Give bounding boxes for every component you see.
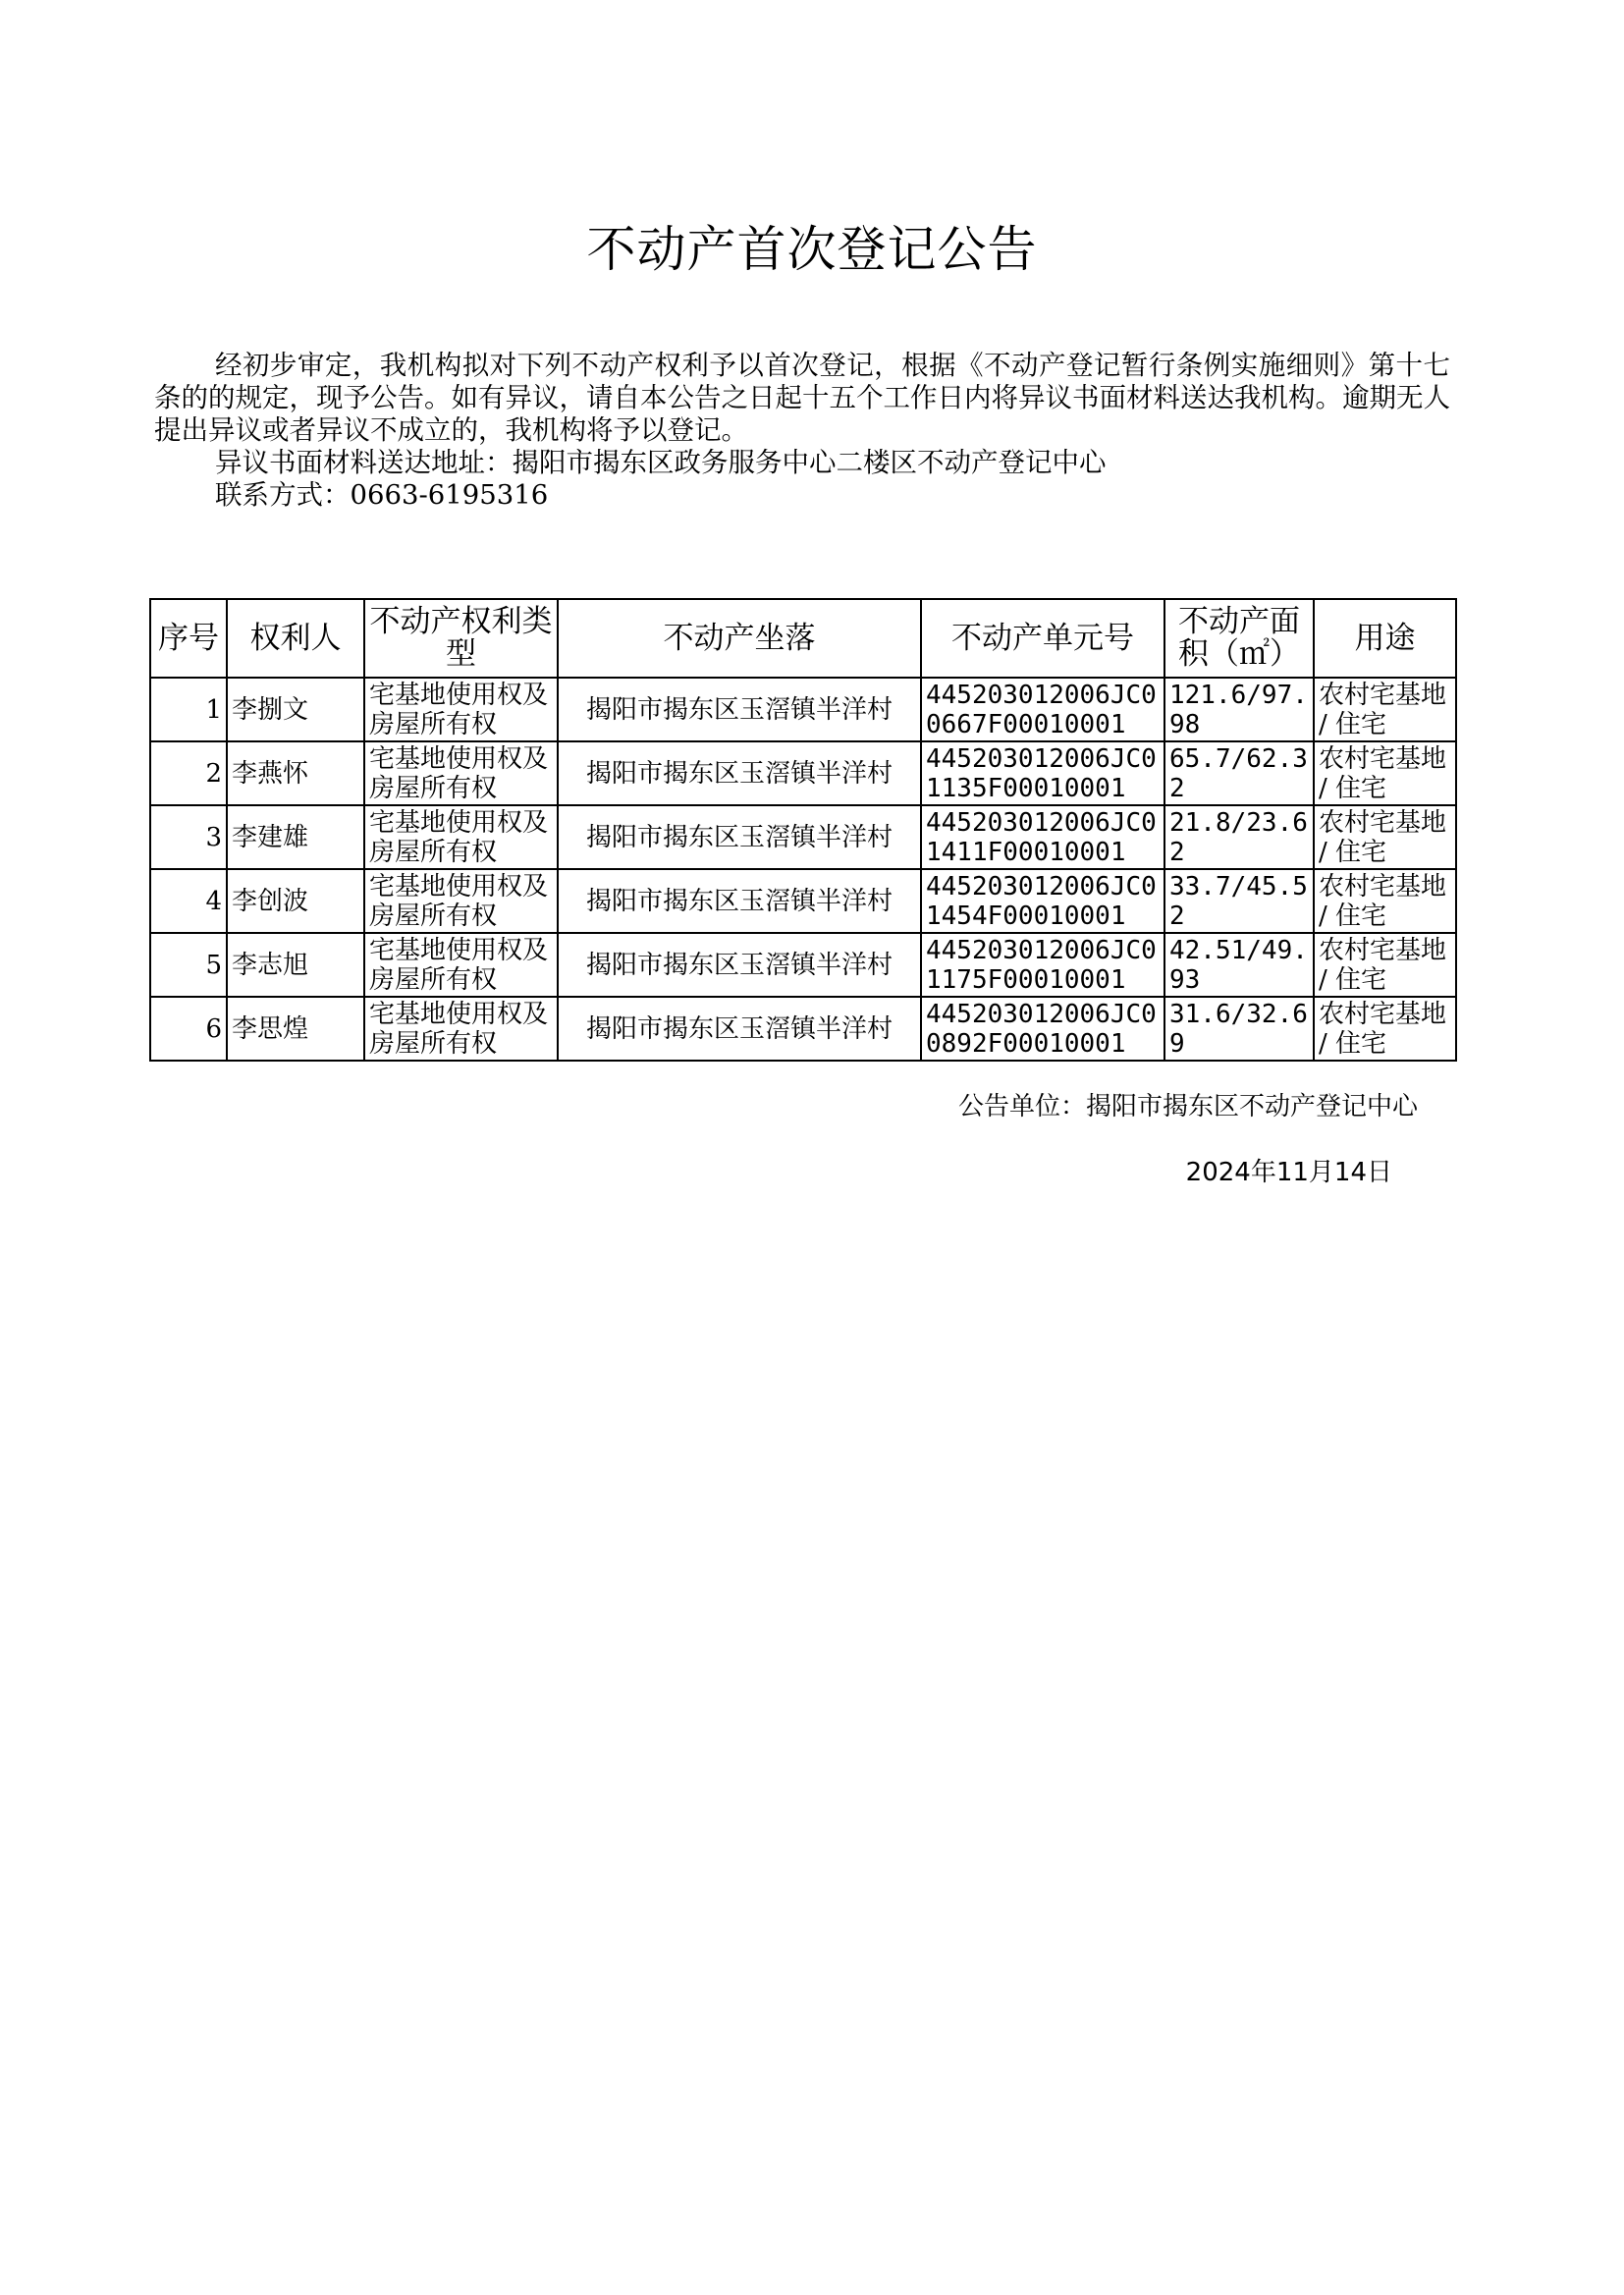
cell-use: 农村宅基地 / 住宅 [1314, 805, 1456, 869]
cell-seq: 3 [150, 805, 227, 869]
cell-unit-number: 445203012006JC00667F00010001 [921, 678, 1164, 741]
objection-address: 异议书面材料送达地址：揭阳市揭东区政务服务中心二楼区不动产登记中心 [215, 447, 1107, 478]
table-header-row [150, 599, 1456, 678]
cell-right-type: 宅基地使用权及房屋所有权 [364, 678, 558, 741]
cell-right-type: 宅基地使用权及房屋所有权 [364, 997, 558, 1061]
cell-seq: 6 [150, 997, 227, 1061]
cell-owner: 李志旭 [227, 933, 364, 997]
cell-location: 揭阳市揭东区玉滘镇半洋村 [558, 997, 921, 1061]
notice-date: 2024年11月14日 [1185, 1158, 1392, 1187]
cell-seq: 4 [150, 869, 227, 933]
cell-location: 揭阳市揭东区玉滘镇半洋村 [558, 741, 921, 805]
header-use: 用途 [1314, 599, 1456, 678]
cell-area: 31.6/32.69 [1164, 997, 1314, 1061]
cell-use: 农村宅基地 / 住宅 [1314, 933, 1456, 997]
header-unit-number: 不动产单元号 [921, 599, 1164, 678]
table-row [150, 741, 1456, 805]
cell-right-type: 宅基地使用权及房屋所有权 [364, 933, 558, 997]
cell-use: 农村宅基地 / 住宅 [1314, 741, 1456, 805]
cell-area: 121.6/97.98 [1164, 678, 1314, 741]
table-row [150, 805, 1456, 869]
header-right-type: 不动产权利类型 [364, 599, 558, 678]
cell-owner: 李思煌 [227, 997, 364, 1061]
table-row [150, 678, 1456, 741]
page-title: 不动产首次登记公告 [586, 221, 1038, 278]
cell-right-type: 宅基地使用权及房屋所有权 [364, 741, 558, 805]
cell-seq: 5 [150, 933, 227, 997]
cell-area: 65.7/62.32 [1164, 741, 1314, 805]
cell-owner: 李捌文 [227, 678, 364, 741]
cell-area: 33.7/45.52 [1164, 869, 1314, 933]
cell-unit-number: 445203012006JC01454F00010001 [921, 869, 1164, 933]
cell-location: 揭阳市揭东区玉滘镇半洋村 [558, 678, 921, 741]
cell-owner: 李创波 [227, 869, 364, 933]
header-seq: 序号 [150, 599, 227, 678]
header-area: 不动产面积（㎡） [1164, 599, 1314, 678]
cell-location: 揭阳市揭东区玉滘镇半洋村 [558, 933, 921, 997]
header-location: 不动产坐落 [558, 599, 921, 678]
cell-area: 42.51/49.93 [1164, 933, 1314, 997]
cell-use: 农村宅基地 / 住宅 [1314, 997, 1456, 1061]
contact-info: 联系方式：0663-6195316 [215, 479, 549, 511]
cell-unit-number: 445203012006JC01175F00010001 [921, 933, 1164, 997]
cell-right-type: 宅基地使用权及房屋所有权 [364, 869, 558, 933]
cell-seq: 1 [150, 678, 227, 741]
table-row [150, 997, 1456, 1061]
cell-right-type: 宅基地使用权及房屋所有权 [364, 805, 558, 869]
cell-owner: 李建雄 [227, 805, 364, 869]
cell-owner: 李燕怀 [227, 741, 364, 805]
cell-location: 揭阳市揭东区玉滘镇半洋村 [558, 805, 921, 869]
table-row [150, 933, 1456, 997]
cell-unit-number: 445203012006JC01411F00010001 [921, 805, 1164, 869]
cell-area: 21.8/23.62 [1164, 805, 1314, 869]
issuer-line: 公告单位：揭阳市揭东区不动产登记中心 [957, 1092, 1418, 1121]
registration-table [149, 598, 1457, 1062]
notice-paragraph: 经初步审定，我机构拟对下列不动产权利予以首次登记，根据《不动产登记暂行条例实施细则》第十七条的的规定，现予公告。如有异议，请自本公告之日起十五个工作日内将异议书面材料送达我机构。逾期无人提出异议或者异议不成立的，我机构将予以登记。 [154, 350, 1450, 446]
header-owner: 权利人 [227, 599, 364, 678]
table-row [150, 869, 1456, 933]
cell-seq: 2 [150, 741, 227, 805]
cell-location: 揭阳市揭东区玉滘镇半洋村 [558, 869, 921, 933]
cell-unit-number: 445203012006JC00892F00010001 [921, 997, 1164, 1061]
cell-unit-number: 445203012006JC01135F00010001 [921, 741, 1164, 805]
cell-use: 农村宅基地 / 住宅 [1314, 869, 1456, 933]
notice-intro [154, 350, 1450, 512]
cell-use: 农村宅基地 / 住宅 [1314, 678, 1456, 741]
